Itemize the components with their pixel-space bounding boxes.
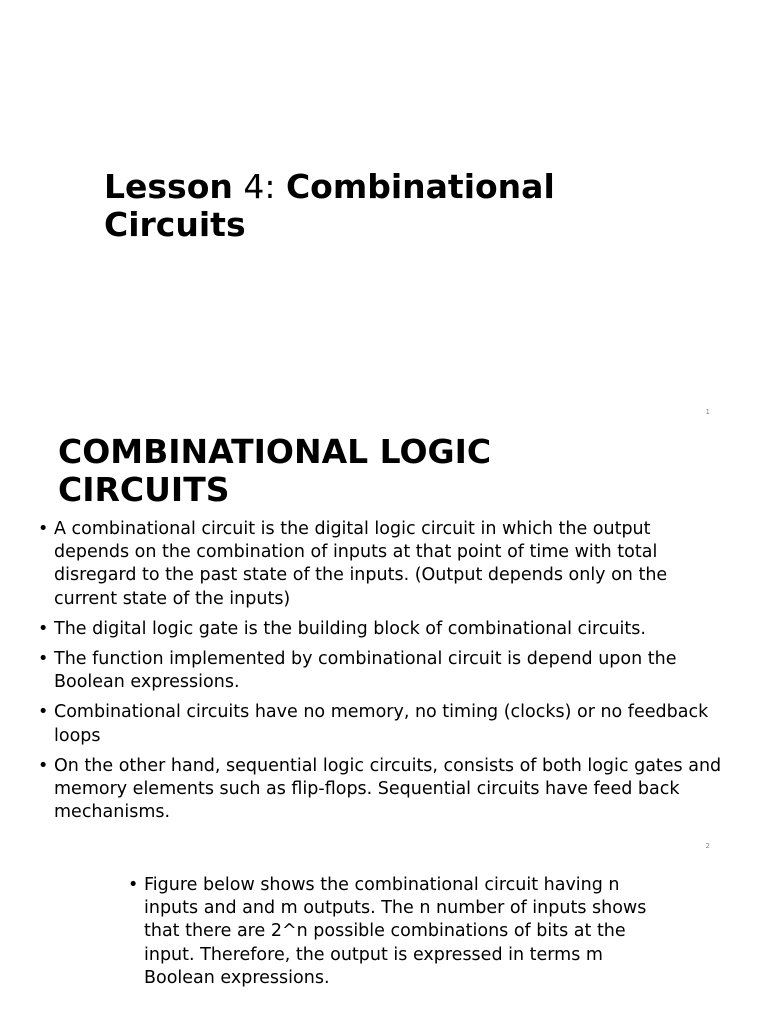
slide-3 — [0, 854, 768, 1024]
page-number: 2 — [705, 842, 710, 850]
bullet-item: • Combinational circuits have no memory, no timing (clocks) or no feedback loops — [38, 701, 728, 747]
bullet-item: • A combinational circuit is the digital logic circuit in which the output depends on the combination of inputs at that point of time with total disregard to the past state of the inputs. (Output depends only on the current state of the inputs) — [38, 518, 728, 611]
page-number: 1 — [705, 408, 710, 416]
bullet-list — [38, 518, 728, 831]
slide-1 — [0, 0, 768, 420]
section-title: COMBINATIONAL LOGIC CIRCUITS — [58, 432, 492, 509]
lesson-title-number: 4: — [232, 167, 286, 206]
lesson-title — [104, 168, 664, 244]
bullet-item: • On the other hand, sequential logic circuits, consists of both logic gates and memory elements such as flip-flops. Sequential circuits have feed back mechanisms. — [38, 755, 728, 825]
bullet-list — [128, 874, 648, 997]
lesson-title-word: Lesson — [104, 167, 233, 206]
slide-2 — [0, 420, 768, 854]
lesson-title-topic: Combinational Circuits — [104, 167, 555, 244]
bullet-item: • The digital logic gate is the building block of combinational circuits. — [38, 618, 728, 641]
bullet-item: • Figure below shows the combinational circuit having n inputs and and m outputs. The n number of inputs shows that there are 2^n possible combinations of bits at the input. Therefore, the output is expressed in terms m Boolean expressions. — [128, 874, 648, 990]
bullet-item: • The function implemented by combinational circuit is depend upon the Boolean expressions. — [38, 648, 728, 694]
